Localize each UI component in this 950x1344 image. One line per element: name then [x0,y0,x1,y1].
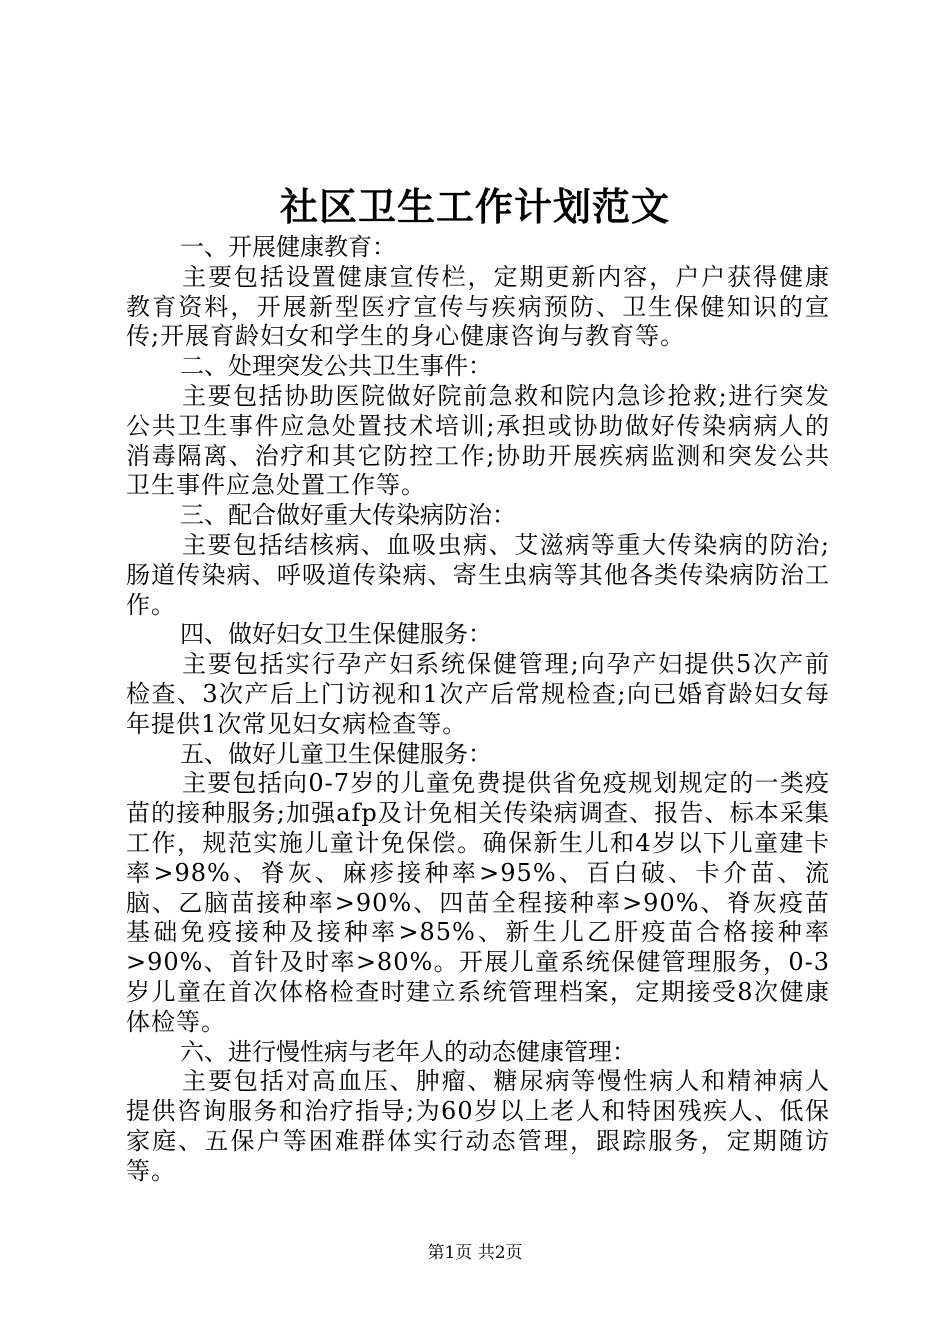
section-heading-6: 六、进行慢性病与老年人的动态健康管理： [180,1037,636,1066]
section-heading-4: 四、做好妇女卫生保健服务： [180,620,492,649]
page-footer: 第1页 共2页 [427,1243,523,1263]
document-body [126,233,830,1187]
section-text-4: 主要包括实行孕产妇系统保健管理;向孕产妇提供5次产前检查、3次产后上门访视和1次产后常规检查;向已婚育龄妇女每年提供1次常见妇女病检查等。 [126,650,830,738]
section-text-1: 主要包括设置健康宣传栏，定期更新内容，户户获得健康教育资料，开展新型医疗宣传与疾病预防、卫生保健知识的宣传;开展育龄妇女和学生的身心健康咨询与教育等。 [126,262,830,351]
section-heading-2: 二、处理突发公共卫生事件： [180,352,492,381]
page-title: 社区卫生工作计划范文 [279,184,670,229]
section-text-5: 主要包括向0-7岁的儿童免费提供省免疫规划规定的一类疫苗的接种服务;加强afp及计免相关传染病调查、报告、标本采集工作，规范实施儿童计免保偿。确保新生儿和4岁以下儿童建卡率>98%、脊灰、麻疹接种率>95%、百白破、卡介苗、流脑、乙脑苗接种率>90%、四苗全程接种率>90%、脊灰疫苗基础免疫接种及接种率>85%、新生儿乙肝疫苗合格接种率>90%、首针及时率>80%。开展儿童系统保健管理服务，0-3岁儿童在首次体格检查时建立系统管理档案，定期接受8次健康体检等。 [126,769,830,1036]
section-text-6: 主要包括对高血压、肿瘤、糖尿病等慢性病人和精神病人提供咨询服务和治疗指导;为60岁以上老人和特困残疾人、低保家庭、五保户等困难群体实行动态管理，跟踪服务，定期随访等。 [126,1067,830,1185]
section-text-2: 主要包括协助医院做好院前急救和院内急诊抢救;进行突发公共卫生事件应急处置技术培训;承担或协助做好传染病病人的消毒隔离、治疗和其它防控工作;协助开展疾病监测和突发公共卫生事件应急处置工作等。 [126,381,830,500]
section-heading-1: 一、开展健康教育： [180,233,396,261]
section-text-3: 主要包括结核病、血吸虫病、艾滋病等重大传染病的防治;肠道传染病、呼吸道传染病、寄生虫病等其他各类传染病防治工作。 [126,530,830,619]
section-heading-5: 五、做好儿童卫生保健服务： [180,739,492,768]
section-heading-3: 三、配合做好重大传染病防治： [180,501,516,530]
